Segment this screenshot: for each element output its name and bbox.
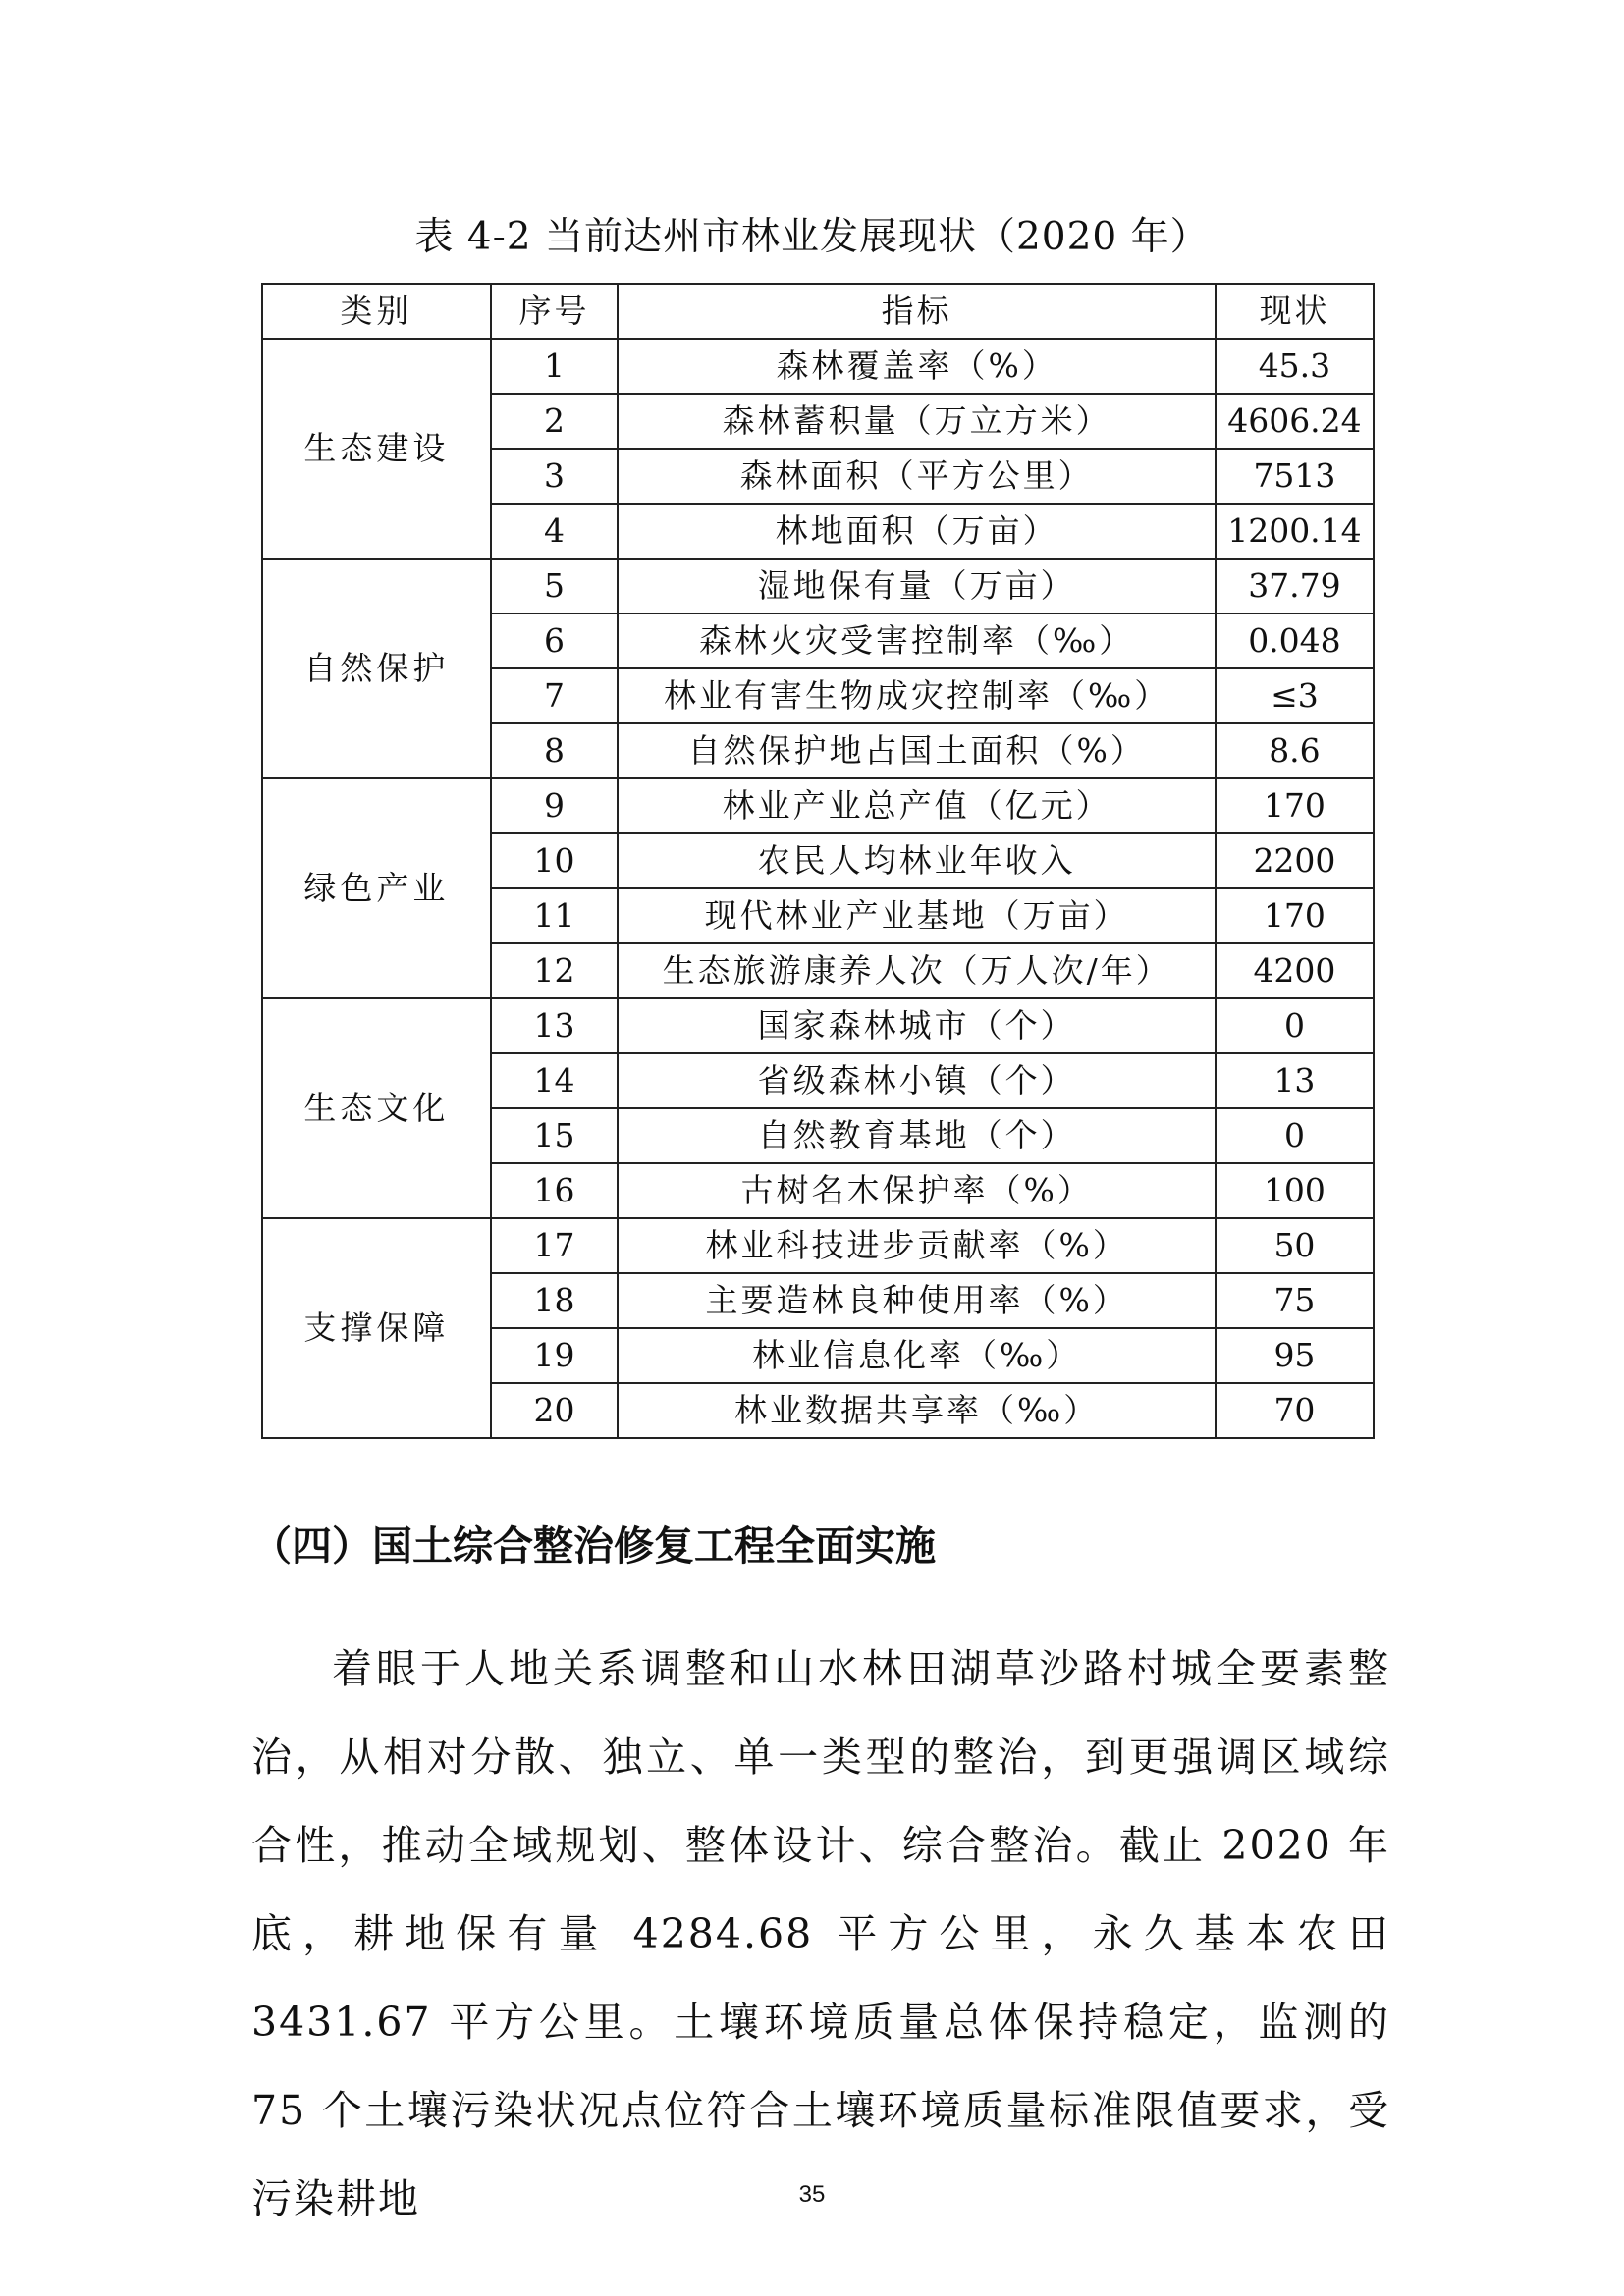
category-cell: 生态文化 [262,998,491,1218]
row-number: 7 [491,668,619,723]
value-cell: 170 [1216,778,1374,833]
header-status: 现状 [1216,284,1374,339]
value-cell: 95 [1216,1328,1374,1383]
table-row [262,339,1374,394]
indicator-cell: 林业产业总产值（亿元） [618,778,1215,833]
row-number: 18 [491,1273,619,1328]
row-number: 4 [491,504,619,559]
value-cell: 0 [1216,1108,1374,1163]
value-cell: 1200.14 [1216,504,1374,559]
row-number: 6 [491,614,619,668]
indicator-cell: 自然保护地占国土面积（%） [618,723,1215,778]
value-cell: 70 [1216,1383,1374,1438]
value-cell: ≤3 [1216,668,1374,723]
indicator-cell: 省级森林小镇（个） [618,1053,1215,1108]
row-number: 13 [491,998,619,1053]
row-number: 2 [491,394,619,449]
table-row [262,778,1374,833]
header-number: 序号 [491,284,619,339]
category-cell: 支撑保障 [262,1218,491,1438]
table-row [262,998,1374,1053]
row-number: 15 [491,1108,619,1163]
header-indicator: 指标 [618,284,1215,339]
body-paragraph: 着眼于人地关系调整和山水林田湖草沙路村城全要素整治，从相对分散、独立、单一类型的整治，到更强调区域综合性，推动全域规划、整体设计、综合整治。截止 2020 年底，耕地保有量 4284.68 平方公里，永久基本农田 3431.67 平方公里。土壤环境质量总体保持稳定，监测的 75 个土壤污染状况点位符合土壤环境质量标准限值要求，受污染耕地 [251,1645,1390,2222]
indicator-cell: 生态旅游康养人次（万人次/年） [618,943,1215,998]
category-cell: 生态建设 [262,339,491,559]
table-header-row [262,284,1374,339]
row-number: 3 [491,449,619,504]
row-number: 17 [491,1218,619,1273]
indicator-cell: 湿地保有量（万亩） [618,559,1215,614]
indicator-cell: 森林火灾受害控制率（‰） [618,614,1215,668]
indicator-cell: 农民人均林业年收入 [618,833,1215,888]
indicator-cell: 林业信息化率（‰） [618,1328,1215,1383]
value-cell: 37.79 [1216,559,1374,614]
row-number: 10 [491,833,619,888]
forestry-status-table [261,283,1375,1439]
value-cell: 0 [1216,998,1374,1053]
value-cell: 13 [1216,1053,1374,1108]
indicator-cell: 古树名木保护率（%） [618,1163,1215,1218]
row-number: 12 [491,943,619,998]
table-row [262,1218,1374,1273]
value-cell: 100 [1216,1163,1374,1218]
section-heading: （四）国土综合整治修复工程全面实施 [251,1522,936,1570]
indicator-cell: 林业有害生物成灾控制率（‰） [618,668,1215,723]
row-number: 11 [491,888,619,943]
indicator-cell: 林业科技进步贡献率（%） [618,1218,1215,1273]
row-number: 20 [491,1383,619,1438]
row-number: 14 [491,1053,619,1108]
header-category: 类别 [262,284,491,339]
indicator-cell: 国家森林城市（个） [618,998,1215,1053]
category-cell: 绿色产业 [262,778,491,998]
value-cell: 0.048 [1216,614,1374,668]
value-cell: 2200 [1216,833,1374,888]
page-number: 35 [798,2181,826,2208]
row-number: 9 [491,778,619,833]
indicator-cell: 自然教育基地（个） [618,1108,1215,1163]
row-number: 16 [491,1163,619,1218]
value-cell: 4606.24 [1216,394,1374,449]
value-cell: 8.6 [1216,723,1374,778]
value-cell: 75 [1216,1273,1374,1328]
indicator-cell: 现代林业产业基地（万亩） [618,888,1215,943]
row-number: 19 [491,1328,619,1383]
table-body [262,339,1374,1438]
value-cell: 50 [1216,1218,1374,1273]
row-number: 8 [491,723,619,778]
value-cell: 4200 [1216,943,1374,998]
indicator-cell: 林业数据共享率（‰） [618,1383,1215,1438]
category-cell: 自然保护 [262,559,491,778]
indicator-cell: 森林覆盖率（%） [618,339,1215,394]
indicator-cell: 森林蓄积量（万立方米） [618,394,1215,449]
table-title: 表 4-2 当前达州市林业发展现状（2020 年） [414,215,1210,259]
table-row [262,559,1374,614]
row-number: 5 [491,559,619,614]
row-number: 1 [491,339,619,394]
indicator-cell: 林地面积（万亩） [618,504,1215,559]
value-cell: 170 [1216,888,1374,943]
value-cell: 45.3 [1216,339,1374,394]
value-cell: 7513 [1216,449,1374,504]
indicator-cell: 森林面积（平方公里） [618,449,1215,504]
indicator-cell: 主要造林良种使用率（%） [618,1273,1215,1328]
